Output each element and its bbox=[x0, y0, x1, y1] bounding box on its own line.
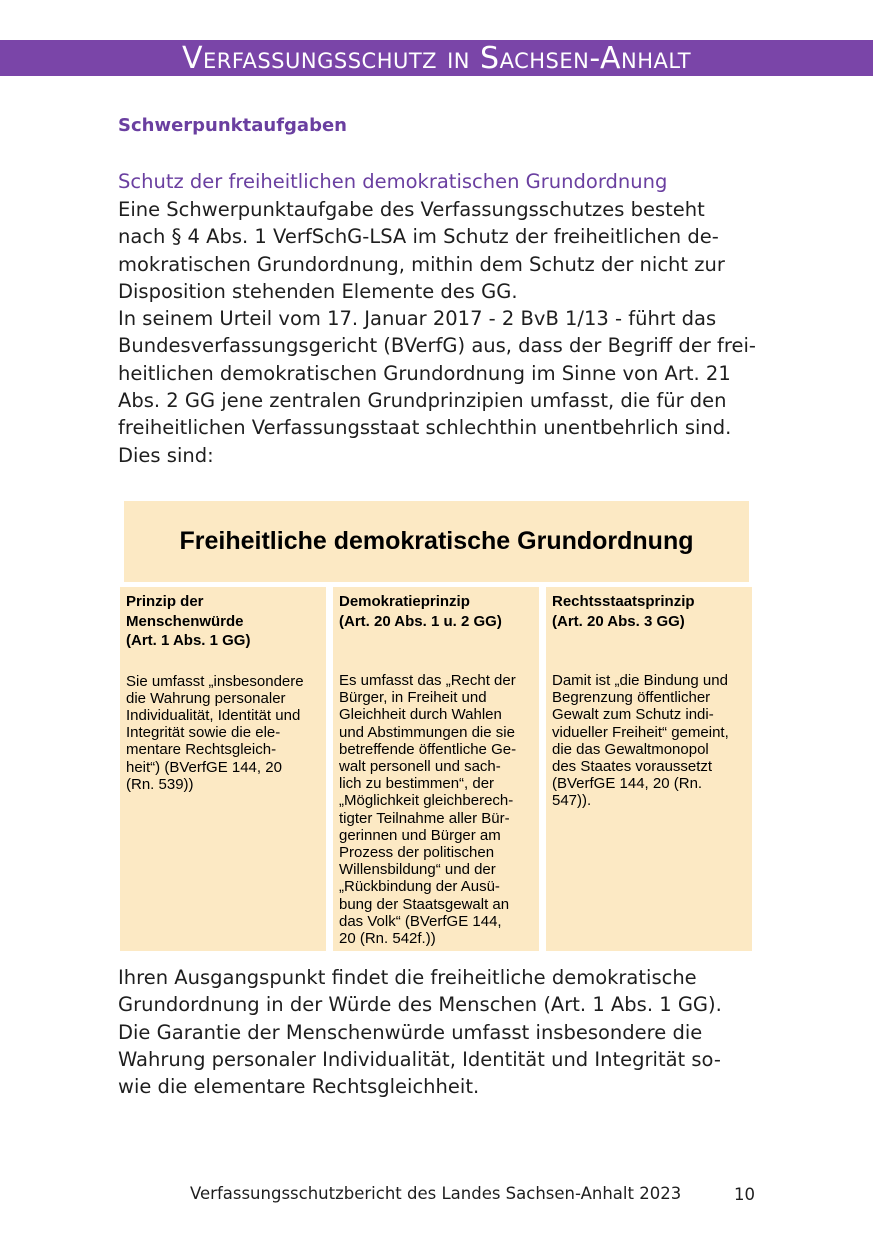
body-line: (Rn. 539)) bbox=[126, 775, 194, 793]
text-line: Die Garantie der Menschenwürde umfasst insbesondere die bbox=[118, 1020, 703, 1044]
body-line: gerinnen und Bürger am bbox=[339, 826, 501, 844]
body-line: tigter Teilnahme aller Bür- bbox=[339, 809, 510, 827]
body-line: die Wahrung personaler bbox=[126, 689, 286, 707]
body-line: vidueller Freiheit“ gemeint, bbox=[552, 723, 729, 741]
body-line: betreffende öffentliche Ge- bbox=[339, 740, 517, 758]
body-line: das Volk“ (BVerfGE 144, bbox=[339, 912, 502, 930]
body-line: Individualität, Identität und bbox=[126, 706, 301, 724]
body-line: Gleichheit durch Wahlen bbox=[339, 706, 502, 724]
body-line: „Möglichkeit gleichberech- bbox=[339, 792, 514, 810]
text-line: nach § 4 Abs. 1 VerfSchG-LSA im Schutz der freiheitlichen de- bbox=[118, 225, 719, 249]
body-line: Gewalt zum Schutz indi- bbox=[552, 706, 714, 724]
principle-column-rule-of-law bbox=[546, 587, 752, 951]
subheading: Schutz der freiheitlichen demokratischen Grundordnung bbox=[118, 170, 668, 193]
page-header-title: Verfassungsschutz in Sachsen-Anhalt bbox=[181, 41, 692, 76]
column-heading bbox=[126, 592, 320, 651]
heading-line: (Art. 20 Abs. 3 GG) bbox=[552, 612, 685, 630]
body-line: walt personell und sach- bbox=[339, 758, 501, 776]
heading-line: Prinzip der bbox=[126, 593, 204, 610]
body-line: Begrenzung öffentlicher bbox=[552, 689, 711, 707]
body-line: des Staates voraussetzt bbox=[552, 758, 713, 776]
body-line: „Rückbindung der Ausü- bbox=[339, 878, 500, 896]
heading-line: Menschenwürde bbox=[126, 612, 244, 630]
text-line: wie die elementare Rechtsgleichheit. bbox=[118, 1075, 480, 1099]
body-line: Es umfasst das „Recht der bbox=[339, 672, 516, 689]
column-heading bbox=[339, 592, 533, 631]
body-line: bung der Staatsgewalt an bbox=[339, 895, 510, 913]
body-line: heit“) (BVerfGE 144, 20 bbox=[126, 758, 282, 776]
principle-column-democracy bbox=[333, 587, 539, 951]
text-line: Ihren Ausgangspunkt findet die freiheitliche demokratische bbox=[118, 966, 697, 989]
footer-report-title: Verfassungsschutzbericht des Landes Sachsen-Anhalt 2023 bbox=[190, 1184, 682, 1203]
column-body bbox=[126, 673, 320, 793]
text-line: Eine Schwerpunktaufgabe des Verfassungsschutzes besteht bbox=[118, 198, 705, 221]
column-body bbox=[552, 672, 746, 810]
principle-column-dignity bbox=[120, 587, 326, 951]
text-line: Disposition stehenden Elemente des GG. bbox=[118, 279, 518, 303]
body-line: und Abstimmungen die sie bbox=[339, 723, 515, 741]
body-line: Integrität sowie die ele- bbox=[126, 724, 281, 742]
body-line: mentare Rechtsgleich- bbox=[126, 741, 277, 759]
paragraph-intro bbox=[118, 196, 778, 469]
text-line: heitlichen demokratischen Grundordnung im Sinne von Art. 21 bbox=[118, 361, 731, 385]
paragraph-dignity bbox=[118, 964, 778, 1100]
column-body bbox=[339, 672, 533, 947]
text-line: Abs. 2 GG jene zentralen Grundprinzipien umfasst, die für den bbox=[118, 389, 727, 413]
page-number: 10 bbox=[734, 1185, 755, 1204]
body-line: (BVerfGE 144, 20 (Rn. bbox=[552, 775, 703, 793]
body-line: lich zu bestimmen“, der bbox=[339, 775, 495, 793]
page-header-bar bbox=[0, 40, 873, 76]
body-line: Damit ist „die Bindung und bbox=[552, 672, 728, 689]
body-line: 547)). bbox=[552, 792, 592, 810]
body-line: Prozess der politischen bbox=[339, 844, 495, 862]
heading-line: Rechtsstaatsprinzip bbox=[552, 593, 695, 610]
text-line: Wahrung personaler Individualität, Identität und Integrität so- bbox=[118, 1047, 721, 1071]
body-line: Willensbildung“ und der bbox=[339, 861, 496, 879]
column-heading bbox=[552, 592, 746, 631]
body-line: die das Gewaltmonopol bbox=[552, 740, 709, 758]
text-line: In seinem Urteil vom 17. Januar 2017 - 2 BvB 1/13 - führt das bbox=[118, 307, 717, 331]
text-line: mokratischen Grundordnung, mithin dem Schutz der nicht zur bbox=[118, 252, 725, 276]
text-line: Dies sind: bbox=[118, 443, 214, 467]
text-line: Bundesverfassungsgericht (BVerfG) aus, dass der Begriff der frei- bbox=[118, 334, 756, 358]
text-line: Grundordnung in der Würde des Menschen (Art. 1 Abs. 1 GG). bbox=[118, 993, 722, 1017]
heading-line: (Art. 1 Abs. 1 GG) bbox=[126, 632, 251, 649]
fdgo-graphic-title: Freiheitliche demokratische Grundordnung bbox=[179, 527, 694, 555]
body-line: 20 (Rn. 542f.)) bbox=[339, 930, 436, 948]
section-heading: Schwerpunktaufgaben bbox=[118, 115, 347, 136]
text-line: freiheitlichen Verfassungsstaat schlechthin unentbehrlich sind. bbox=[118, 416, 732, 440]
heading-line: (Art. 20 Abs. 1 u. 2 GG) bbox=[339, 612, 502, 630]
fdgo-graphic-title-box bbox=[124, 501, 749, 582]
body-line: Bürger, in Freiheit und bbox=[339, 689, 487, 707]
heading-line: Demokratieprinzip bbox=[339, 593, 470, 610]
body-line: Sie umfasst „insbesondere bbox=[126, 672, 304, 690]
